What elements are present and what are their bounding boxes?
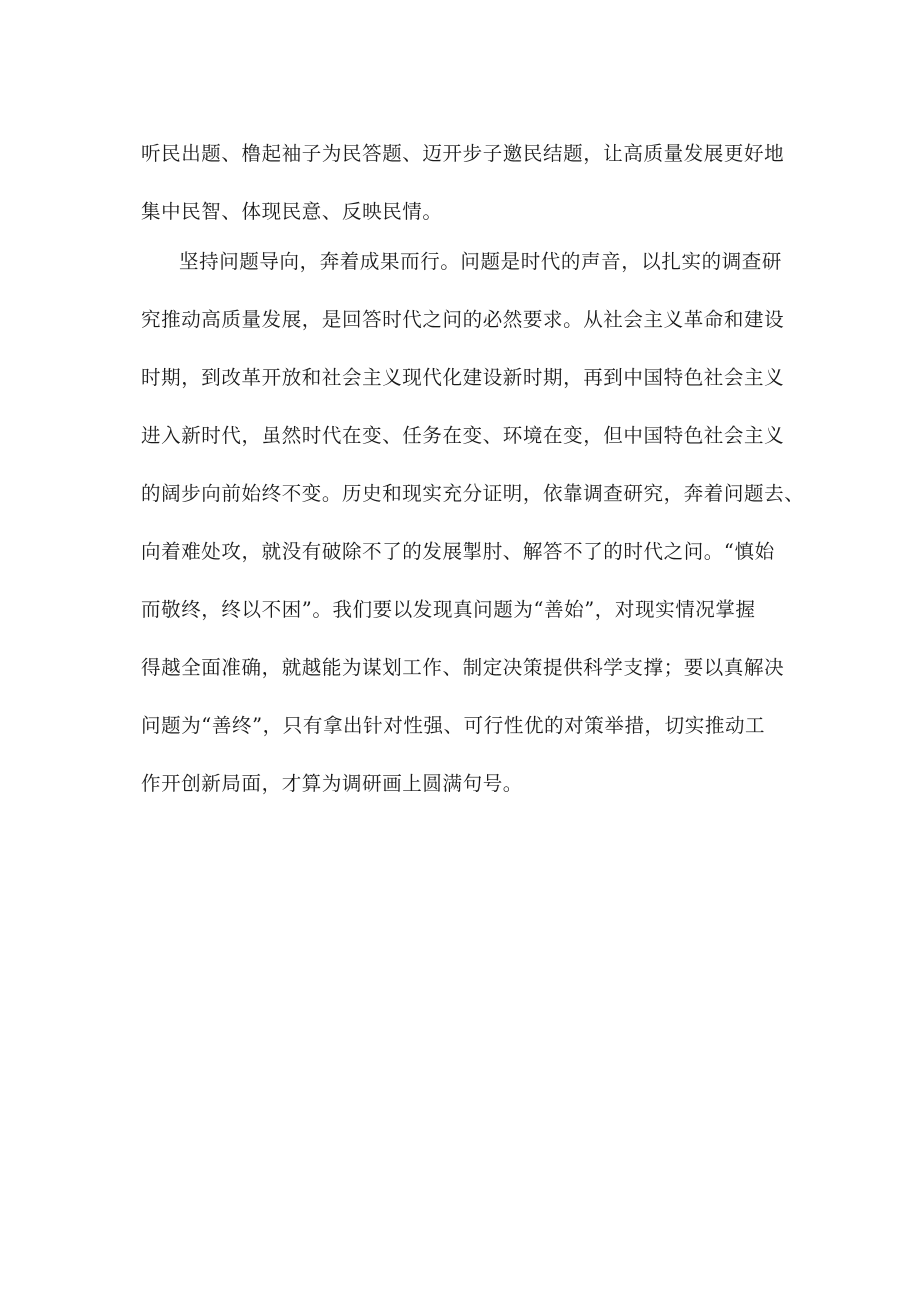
paragraph-2-line-7: 而敬终，终以不困”。我们要以发现真问题为“善始”，对现实情况掌握 bbox=[141, 598, 756, 621]
paragraph-2-line-6: 向着难处攻，就没有破除不了的发展掣肘、解答不了的时代之问。“慎始 bbox=[141, 540, 775, 563]
paragraph-2-line-4: 进入新时代，虽然时代在变、任务在变、环境在变，但中国特色社会主义 bbox=[141, 424, 785, 447]
paragraph-2-line-8: 得越全面准确，就越能为谋划工作、制定决策提供科学支撑；要以真解决 bbox=[141, 656, 785, 679]
paragraph-2-line-2: 究推动高质量发展，是回答时代之问的必然要求。从社会主义革命和建设 bbox=[141, 308, 785, 331]
paragraph-2-line-3: 时期，到改革开放和社会主义现代化建设新时期，再到中国特色社会主义 bbox=[141, 366, 785, 389]
paragraph-1-line-2: 集中民智、体现民意、反映民情。 bbox=[141, 200, 443, 223]
paragraph-1-line-1: 听民出题、橹起袖子为民答题、迈开步子邀民结题，让高质量发展更好地 bbox=[141, 142, 785, 165]
paragraph-2-line-1: 坚持问题导向，奔着成果而行。问题是时代的声音，以扎实的调查研 bbox=[179, 250, 783, 273]
paragraph-2-line-5: 的阔步向前始终不变。历史和现实充分证明，依靠调查研究，奔着问题去、 bbox=[141, 482, 805, 505]
paragraph-2-line-10: 作开创新局面，才算为调研画上圆满句号。 bbox=[141, 772, 523, 795]
paragraph-2-line-9: 问题为“善终”，只有拿出针对性强、可行性优的对策举措，切实推动工 bbox=[141, 714, 766, 737]
